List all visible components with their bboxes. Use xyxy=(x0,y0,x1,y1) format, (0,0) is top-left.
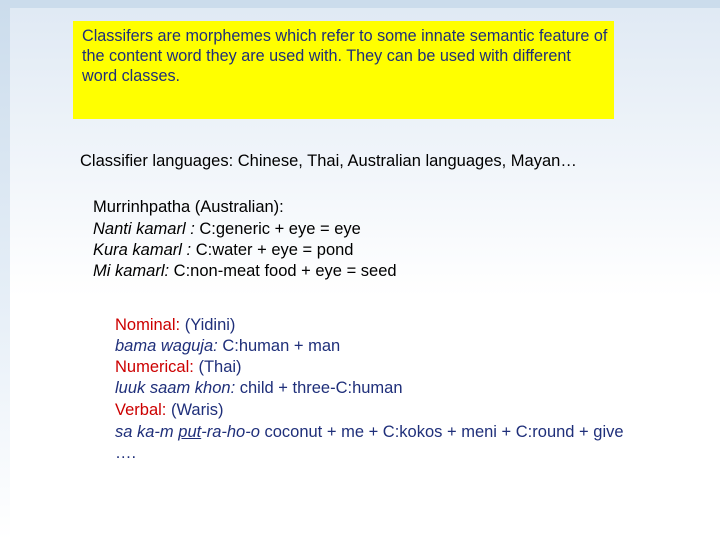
example-term: Nanti kamarl : xyxy=(93,220,200,238)
numerical-example xyxy=(115,378,403,398)
verbal-language: (Waris) xyxy=(166,401,224,419)
verbal-heading xyxy=(115,400,224,420)
verbal-example xyxy=(115,422,624,442)
example-gloss: C:generic + eye = eye xyxy=(199,220,361,238)
nominal-gloss: C:human + man xyxy=(222,337,341,355)
nominal-example xyxy=(115,336,340,356)
slide-left-band xyxy=(0,0,10,540)
murrinhpatha-example-2 xyxy=(93,240,353,260)
definition-box xyxy=(73,21,614,119)
numerical-gloss: child + three-C:human xyxy=(235,379,403,397)
verbal-gloss: coconut + me + C:kokos + meni + C:round + give xyxy=(259,423,624,441)
numerical-language: (Thai) xyxy=(193,358,242,376)
verbal-ellipsis: …. xyxy=(115,444,137,462)
numerical-label: Numerical: xyxy=(115,358,194,376)
nominal-language: (Yidini) xyxy=(180,316,236,334)
murrinhpatha-example-3 xyxy=(93,261,397,281)
verbal-term-pre: sa ka-m xyxy=(115,423,179,441)
example-gloss: C:non-meat food + eye = seed xyxy=(173,262,397,280)
nominal-term: bama waguja: xyxy=(115,337,223,355)
nominal-heading xyxy=(115,315,235,335)
example-term: Kura kamarl : xyxy=(93,241,196,259)
classifier-languages-line: Classifier languages: Chinese, Thai, Australian languages, Mayan… xyxy=(80,152,577,170)
example-term: Mi kamarl: xyxy=(93,262,174,280)
definition-text: Classifers are morphemes which refer to some innate semantic feature of the content word they are used with. They can be used with different word classes. xyxy=(82,27,608,85)
verbal-label: Verbal: xyxy=(115,401,167,419)
murrinhpatha-example-1 xyxy=(93,219,361,239)
numerical-term: luuk saam khon: xyxy=(115,379,236,397)
verbal-term-post: -ra-ho-o xyxy=(201,423,260,441)
nominal-label: Nominal: xyxy=(115,316,181,334)
example-gloss: C:water + eye = pond xyxy=(195,241,354,259)
slide-top-band xyxy=(0,0,720,8)
verbal-term-underlined: put xyxy=(178,423,202,441)
murrinhpatha-heading: Murrinhpatha (Australian): xyxy=(93,198,284,216)
numerical-heading xyxy=(115,357,242,377)
